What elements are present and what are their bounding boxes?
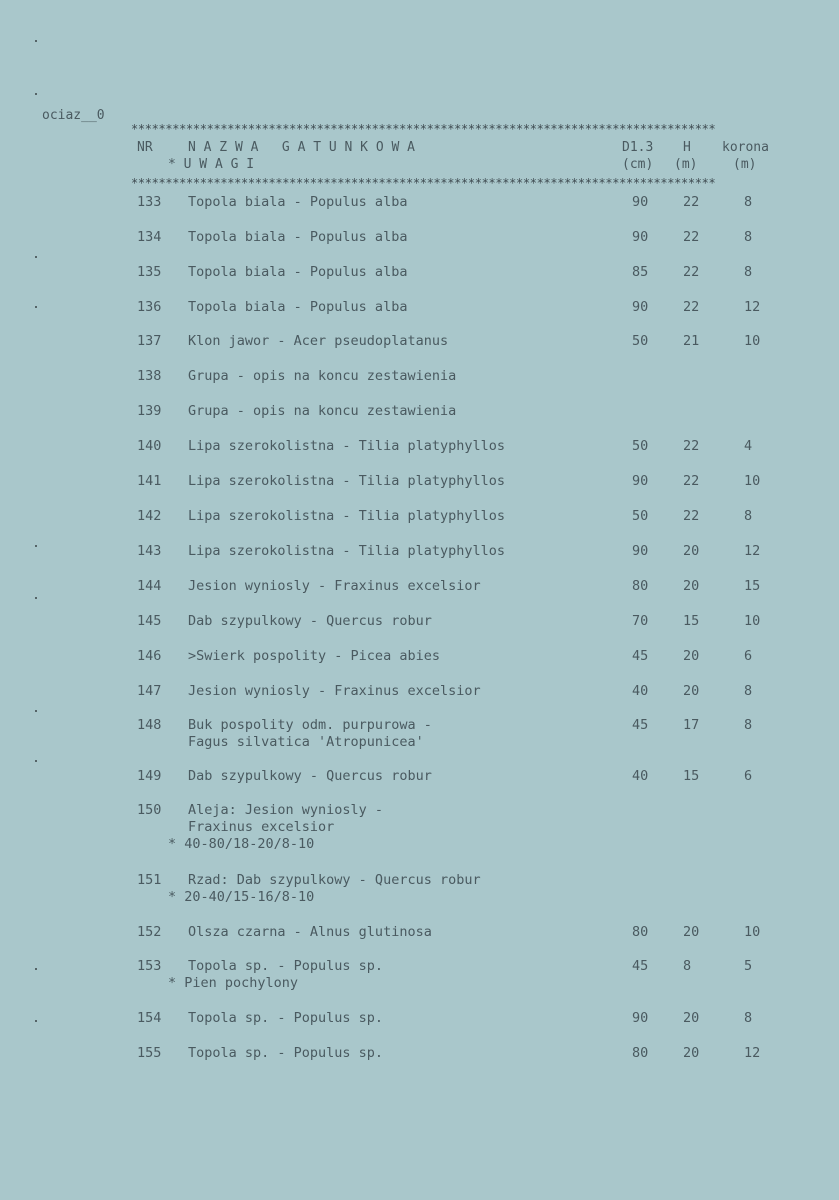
height-value: 20 <box>683 924 700 940</box>
diameter-value: 80 <box>632 924 649 940</box>
tree-number: 148 <box>137 717 162 733</box>
tree-number: 140 <box>137 438 162 454</box>
height-value: 22 <box>683 264 700 280</box>
remark: * 40-80/18-20/8-10 <box>168 836 315 852</box>
crown-value: 8 <box>744 229 753 245</box>
species-name: Klon jawor - Acer pseudoplatanus <box>188 333 449 349</box>
tree-number: 147 <box>137 683 162 699</box>
file-label: ociaz__0 <box>42 108 105 123</box>
height-value: 20 <box>683 1010 700 1026</box>
species-name: Topola sp. - Populus sp. <box>188 1010 384 1026</box>
header-height-unit: (m) <box>674 157 698 172</box>
tree-number: 133 <box>137 194 162 210</box>
header-crown: korona <box>722 140 769 155</box>
tree-number: 153 <box>137 958 162 974</box>
diameter-value: 45 <box>632 958 649 974</box>
crown-value: 12 <box>744 299 761 315</box>
height-value: 15 <box>683 613 700 629</box>
header-remarks: * U W A G I <box>168 157 255 172</box>
species-name: Buk pospolity odm. purpurowa - <box>188 717 432 733</box>
tree-number: 136 <box>137 299 162 315</box>
diameter-value: 90 <box>632 1010 649 1026</box>
species-name: Topola biala - Populus alba <box>188 194 408 210</box>
species-name: Topola sp. - Populus sp. <box>188 1045 384 1061</box>
crown-value: 5 <box>744 958 753 974</box>
diameter-value: 90 <box>632 229 649 245</box>
diameter-value: 90 <box>632 194 649 210</box>
perforation-dot <box>35 968 37 970</box>
tree-number: 151 <box>137 872 162 888</box>
tree-number: 155 <box>137 1045 162 1061</box>
tree-number: 138 <box>137 368 162 384</box>
diameter-value: 45 <box>632 717 649 733</box>
perforation-dot <box>35 710 37 712</box>
perforation-dot <box>35 93 37 95</box>
perforation-dot <box>35 760 37 762</box>
crown-value: 12 <box>744 1045 761 1061</box>
height-value: 20 <box>683 578 700 594</box>
height-value: 17 <box>683 717 700 733</box>
tree-number: 145 <box>137 613 162 629</box>
crown-value: 6 <box>744 768 753 784</box>
species-name: Dab szypulkowy - Quercus robur <box>188 613 432 629</box>
crown-value: 10 <box>744 924 761 940</box>
crown-value: 10 <box>744 333 761 349</box>
remark: * 20-40/15-16/8-10 <box>168 889 315 905</box>
perforation-dot <box>35 40 37 42</box>
species-name-continued: Fraxinus excelsior <box>188 819 335 835</box>
species-name: Lipa szerokolistna - Tilia platyphyllos <box>188 543 505 559</box>
header-species-name: N A Z W A G A T U N K O W A <box>188 140 415 155</box>
header-nr: NR <box>137 140 153 155</box>
header-crown-unit: (m) <box>733 157 757 172</box>
diameter-value: 50 <box>632 438 649 454</box>
height-value: 20 <box>683 543 700 559</box>
perforation-dot <box>35 1020 37 1022</box>
diameter-value: 50 <box>632 333 649 349</box>
tree-number: 139 <box>137 403 162 419</box>
height-value: 22 <box>683 299 700 315</box>
crown-value: 8 <box>744 717 753 733</box>
diameter-value: 90 <box>632 473 649 489</box>
crown-value: 8 <box>744 508 753 524</box>
species-name: Lipa szerokolistna - Tilia platyphyllos <box>188 438 505 454</box>
tree-number: 142 <box>137 508 162 524</box>
species-name: Topola biala - Populus alba <box>188 264 408 280</box>
diameter-value: 80 <box>632 578 649 594</box>
height-value: 20 <box>683 683 700 699</box>
header-diameter: D1.3 <box>622 140 654 155</box>
tree-number: 149 <box>137 768 162 784</box>
species-name: Lipa szerokolistna - Tilia platyphyllos <box>188 508 505 524</box>
tree-number: 154 <box>137 1010 162 1026</box>
diameter-value: 45 <box>632 648 649 664</box>
crown-value: 8 <box>744 194 753 210</box>
species-name: Dab szypulkowy - Quercus robur <box>188 768 432 784</box>
star-separator-bottom: ************************************************************************************* <box>131 176 716 190</box>
perforation-dot <box>35 545 37 547</box>
tree-number: 134 <box>137 229 162 245</box>
perforation-dot <box>35 256 37 258</box>
perforation-dot <box>35 597 37 599</box>
species-name: Grupa - opis na koncu zestawienia <box>188 403 457 419</box>
crown-value: 8 <box>744 683 753 699</box>
tree-number: 150 <box>137 802 162 818</box>
species-name: Topola biala - Populus alba <box>188 299 408 315</box>
crown-value: 10 <box>744 613 761 629</box>
height-value: 22 <box>683 229 700 245</box>
diameter-value: 40 <box>632 768 649 784</box>
diameter-value: 80 <box>632 1045 649 1061</box>
species-name: Jesion wyniosly - Fraxinus excelsior <box>188 578 481 594</box>
species-name: >Swierk pospolity - Picea abies <box>188 648 440 664</box>
star-separator-top: ************************************************************************************* <box>131 122 716 136</box>
tree-number: 141 <box>137 473 162 489</box>
tree-number: 143 <box>137 543 162 559</box>
height-value: 22 <box>683 438 700 454</box>
diameter-value: 85 <box>632 264 649 280</box>
tree-number: 152 <box>137 924 162 940</box>
diameter-value: 40 <box>632 683 649 699</box>
species-name: Topola sp. - Populus sp. <box>188 958 384 974</box>
height-value: 8 <box>683 958 692 974</box>
remark: * Pien pochylony <box>168 975 299 991</box>
tree-number: 135 <box>137 264 162 280</box>
species-name: Jesion wyniosly - Fraxinus excelsior <box>188 683 481 699</box>
crown-value: 12 <box>744 543 761 559</box>
species-name-continued: Fagus silvatica 'Atropunicea' <box>188 734 424 750</box>
height-value: 22 <box>683 508 700 524</box>
header-height: H <box>683 140 691 155</box>
height-value: 22 <box>683 473 700 489</box>
crown-value: 8 <box>744 1010 753 1026</box>
crown-value: 10 <box>744 473 761 489</box>
height-value: 20 <box>683 1045 700 1061</box>
tree-number: 137 <box>137 333 162 349</box>
species-name: Rzad: Dab szypulkowy - Quercus robur <box>188 872 481 888</box>
height-value: 22 <box>683 194 700 210</box>
diameter-value: 90 <box>632 543 649 559</box>
height-value: 20 <box>683 648 700 664</box>
crown-value: 15 <box>744 578 761 594</box>
species-name: Olsza czarna - Alnus glutinosa <box>188 924 432 940</box>
diameter-value: 50 <box>632 508 649 524</box>
species-name: Aleja: Jesion wyniosly - <box>188 802 384 818</box>
tree-number: 144 <box>137 578 162 594</box>
height-value: 21 <box>683 333 700 349</box>
crown-value: 6 <box>744 648 753 664</box>
crown-value: 4 <box>744 438 753 454</box>
perforation-dot <box>35 306 37 308</box>
species-name: Grupa - opis na koncu zestawienia <box>188 368 457 384</box>
diameter-value: 90 <box>632 299 649 315</box>
species-name: Lipa szerokolistna - Tilia platyphyllos <box>188 473 505 489</box>
header-diameter-unit: (cm) <box>622 157 654 172</box>
height-value: 15 <box>683 768 700 784</box>
diameter-value: 70 <box>632 613 649 629</box>
tree-number: 146 <box>137 648 162 664</box>
species-name: Topola biala - Populus alba <box>188 229 408 245</box>
crown-value: 8 <box>744 264 753 280</box>
